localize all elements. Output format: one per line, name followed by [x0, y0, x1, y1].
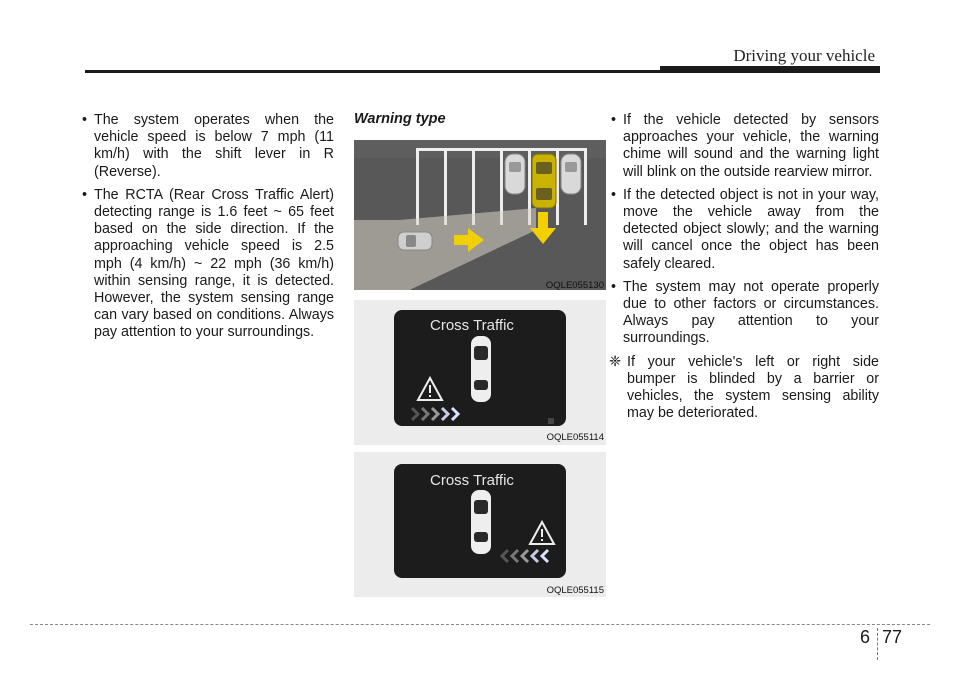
- display-title-2: Cross Traffic: [430, 472, 514, 489]
- figure-code-1: OQLE055130: [545, 280, 604, 291]
- right-bullet-2: • If the detected object is not in your way, move the vehicle away from the detected object slowly; and the warning will cancel once the object has been safely cleared.: [607, 187, 879, 273]
- footer-rule: [30, 624, 930, 625]
- figure-road-scene: [354, 140, 606, 295]
- figure-display-right-warning: [354, 452, 606, 597]
- figure-code-2: OQLE055114: [546, 432, 604, 443]
- page-number: 77: [882, 627, 903, 647]
- page-number-divider: [877, 628, 879, 660]
- road-scene-illustration: [354, 140, 606, 295]
- chapter-number: 6: [860, 627, 871, 647]
- note-text: If your vehicle's left or right side bumper is blinded by a barrier or vehicles, the system sensing ability may be deteriorated.: [627, 353, 879, 422]
- note-mark-icon: ❈: [609, 353, 621, 370]
- display-title-1: Cross Traffic: [430, 317, 514, 334]
- right-bullet-3: • The system may not operate properly due to other factors or circumstances. Always pay attention to your surroundings.: [607, 279, 879, 348]
- left-column: [78, 112, 334, 348]
- right-bullet-1: • If the vehicle detected by sensors approaches your vehicle, the warning chime will sound and the warning light will blink on the outside rearview mirror.: [607, 112, 879, 181]
- page-header-title: Driving your vehicle: [733, 46, 875, 65]
- left-bullet-list: [78, 112, 334, 342]
- left-bullet-1: • The system operates when the vehicle speed is below 7 mph (11 km/h) with the shift lever in R (Reverse).: [78, 112, 334, 181]
- header-rule-accent: [660, 66, 880, 73]
- right-column: [607, 112, 879, 422]
- left-bullet-2: • The RCTA (Rear Cross Traffic Alert) detecting range is 1.6 feet ~ 65 feet based on the side direction. If the approaching vehicle speed is 2.5 mph (4 km/h) ~ 22 mph (36 km/h) within sensing range, it is detected. However, the system sensing range can vary based on conditions. Always pay attention to your surroundings.: [78, 187, 334, 342]
- right-bullet-list: [607, 112, 879, 348]
- warning-type-heading: Warning type: [354, 111, 446, 127]
- figure-display-left-warning: [354, 300, 606, 445]
- figure-code-3: OQLE055115: [546, 585, 604, 596]
- note: [607, 354, 879, 423]
